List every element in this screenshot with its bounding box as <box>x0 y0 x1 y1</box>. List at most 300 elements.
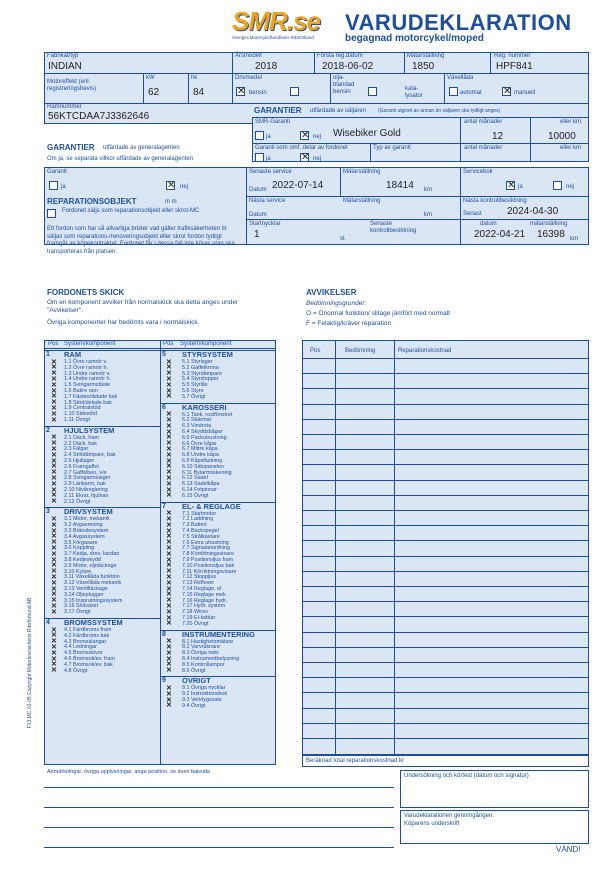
checklist-item: 5.5 Styrlås <box>182 382 208 389</box>
copyright-vertical: F13 MC 01-05 Copyright Motorbranschens Riksförbund AB <box>27 597 33 729</box>
ok-mark[interactable]: ✕ <box>166 469 172 477</box>
ok-mark[interactable]: ✕ <box>51 521 57 529</box>
checklist-item: 9.3 Verktygssats <box>182 697 222 703</box>
deviation-row-line <box>302 662 589 663</box>
ok-mark[interactable]: ✕ <box>166 620 172 628</box>
ok-mark[interactable]: ✕ <box>166 585 172 593</box>
smr-nej-label: nej <box>313 134 322 140</box>
servicebook-ja-label: ja <box>518 184 523 190</box>
ok-mark[interactable]: ✕ <box>51 579 57 587</box>
ok-mark[interactable]: ✕ <box>51 445 57 453</box>
ok-mark[interactable]: ✕ <box>166 527 172 535</box>
other-nej-checkbox[interactable]: ✕ <box>301 152 310 163</box>
section-title: EL- & REGLAGE <box>182 501 241 511</box>
km-label-2: eller km <box>560 145 582 151</box>
checklist-item: 8.1 Hastighetsmätare <box>182 638 234 645</box>
section-number: 5 <box>162 351 166 358</box>
ok-mark[interactable]: ✕ <box>51 364 57 372</box>
checklist-item: 9.4 Övrigt <box>182 702 206 709</box>
section-title: KAROSSERI <box>182 402 227 412</box>
gearbox-label: Växellåda <box>447 75 474 81</box>
section-title: INSTRUMENTERING <box>182 629 255 639</box>
starter-unit: st <box>340 236 345 242</box>
checklist-item: 7.3 Batteri <box>182 522 207 529</box>
ok-mark[interactable]: ✕ <box>51 393 57 401</box>
kw-label: kW <box>146 75 155 81</box>
checklist-item: 6.10 Sidopanelen <box>182 463 224 470</box>
ok-mark[interactable]: ✕ <box>51 533 57 541</box>
reg-no-value: HPF841 <box>496 61 533 72</box>
deviation-row-line <box>302 404 589 405</box>
first-reg-label: Första reg.datum <box>317 53 363 59</box>
warranty-type-label: Typ av garanti <box>373 145 411 151</box>
ok-mark[interactable]: ✕ <box>51 387 57 395</box>
checklist-item: 7.5 Strålkastare <box>182 533 220 540</box>
checklist-item: 5.2 Gaffelkrona <box>182 364 219 371</box>
ok-mark[interactable]: ✕ <box>166 422 172 430</box>
months-label: antal månader <box>464 119 503 125</box>
pos-header-mid: Pos <box>163 341 174 347</box>
checklist-item: 3.4 Avgassystem <box>64 533 105 540</box>
ok-mark[interactable]: ✕ <box>166 655 172 663</box>
checklist-item: 1.5 Svingarmsfäste <box>64 382 111 389</box>
section-number: 9 <box>162 677 166 685</box>
smr-ja-label: ja <box>266 134 271 140</box>
ok-mark[interactable]: ✕ <box>166 556 172 564</box>
ok-mark[interactable]: ✕ <box>51 498 57 506</box>
ok-mark[interactable]: ✕ <box>51 451 57 459</box>
checklist-item: 4.1 Färdbroms fram <box>64 627 112 633</box>
servicebook-nej-label: nej <box>566 184 575 190</box>
checklist-item: 3.5 Förgasare <box>64 539 98 546</box>
ok-mark[interactable]: ✕ <box>51 568 57 576</box>
ok-mark[interactable]: ✕ <box>166 579 172 587</box>
smr-warranty-name: Wisebiker Gold <box>333 128 401 139</box>
ok-mark[interactable]: ✕ <box>51 370 57 378</box>
checklist-item: 1.6 Bakre ram <box>64 388 98 394</box>
checklist-item: 6.3 Vindruta <box>182 423 211 430</box>
ok-mark[interactable]: ✕ <box>166 562 172 570</box>
next-mileage-label: Mätarställning <box>343 198 381 204</box>
smr-nej-checkbox[interactable]: ✕ <box>301 130 310 141</box>
ok-mark[interactable]: ✕ <box>166 661 172 669</box>
checklist-item: 3.9 Motor, oljeläckage <box>64 562 117 569</box>
fuel-petrol-checkbox[interactable]: ✕ <box>237 86 246 97</box>
ok-mark[interactable]: ✕ <box>51 573 57 581</box>
ok-mark[interactable]: ✕ <box>51 457 57 465</box>
section-title: DRIVSYSTEM <box>64 507 113 517</box>
condition-text-1: Om en komponent avviker från normalskick ska detta anges under "Avvikelser". <box>47 299 239 314</box>
checklist-item: 1.1 Övre ramrör v. <box>64 359 108 365</box>
checklist-item: 1.10 Sidostöd <box>64 411 97 418</box>
fuel-oil-checkbox-2[interactable] <box>368 87 377 96</box>
ok-mark[interactable]: ✕ <box>51 632 57 640</box>
ok-mark[interactable]: ✕ <box>166 643 172 651</box>
ok-mark[interactable]: ✕ <box>51 492 57 500</box>
checklist-item: 4.3 Bromsslangar <box>64 638 107 645</box>
system-header-left: System/komponent <box>64 341 116 347</box>
manufacturer-warranty-title: GARANTIER <box>47 143 95 152</box>
hk-value: 84 <box>193 87 205 98</box>
checklist-item: 1.9 Centralstöd <box>64 405 101 412</box>
checklist-item: 7.9 Positionsljus fram <box>182 557 234 563</box>
checklist-item: 2.11 Ekrar, hjulnav <box>64 492 109 499</box>
ok-mark[interactable]: ✕ <box>166 591 172 599</box>
checklist-item: 7.6 Extra utrustning <box>182 539 229 546</box>
section-title: RAM <box>64 350 82 359</box>
ok-mark[interactable]: ✕ <box>166 434 172 442</box>
ok-mark[interactable]: ✕ <box>166 702 172 710</box>
ok-mark[interactable]: ✕ <box>51 626 57 634</box>
ok-mark[interactable]: ✕ <box>166 451 172 459</box>
section-number: 8 <box>162 630 166 638</box>
checklist-item: 3.6 Koppling <box>64 545 94 552</box>
ok-mark[interactable]: ✕ <box>166 608 172 616</box>
deviation-row-line <box>302 480 589 481</box>
ok-mark[interactable]: ✕ <box>166 411 172 419</box>
checklist-item: 6.13 Sadelkåpa <box>182 481 220 488</box>
months-label-2: antal månader <box>464 145 503 151</box>
ok-mark[interactable]: ✕ <box>51 474 57 482</box>
smr-warranty-label: SMR-Garanti <box>255 119 291 125</box>
ok-mark[interactable]: ✕ <box>166 393 172 401</box>
checklist-item: 7.14 Reglage, el <box>182 586 222 592</box>
latest-check-datum-label: datum <box>480 221 497 227</box>
ok-mark[interactable]: ✕ <box>166 667 172 675</box>
buyer-label: Köparens underskrift <box>404 821 460 827</box>
ok-mark[interactable]: ✕ <box>166 649 172 657</box>
ok-mark[interactable]: ✕ <box>166 364 172 372</box>
deviation-row-line <box>302 708 589 709</box>
latest-check-date: 2022-04-21 <box>474 229 526 240</box>
ok-mark[interactable]: ✕ <box>166 440 172 448</box>
ok-mark[interactable]: ✕ <box>51 463 57 471</box>
read-label: Varudeklarationen genomgången. <box>404 813 494 819</box>
ok-mark[interactable]: ✕ <box>51 381 57 389</box>
checklist-item: 1.8 Stöd/delade bak <box>64 399 112 406</box>
ok-mark[interactable]: ✕ <box>166 370 172 378</box>
garanti-nej-checkbox[interactable]: ✕ <box>167 180 176 191</box>
checklist-item: 8.2 Varvräknare <box>182 644 220 651</box>
ok-mark[interactable]: ✕ <box>166 463 172 471</box>
deviation-row-line <box>302 647 589 648</box>
ok-mark[interactable]: ✕ <box>166 550 172 558</box>
senast-label: Senast <box>463 211 482 217</box>
next-km-unit: km <box>424 212 432 218</box>
other-ja-checkbox[interactable] <box>255 153 264 162</box>
ok-mark[interactable]: ✕ <box>166 486 172 494</box>
fuel-oil-label: olja-blandad bensin <box>333 75 355 95</box>
checklist-item: 3.3 Bränslesystem <box>64 528 109 534</box>
checklist-item: 6.6 Övre kåpa <box>182 440 216 447</box>
deviation-row-line <box>302 586 589 587</box>
ok-mark[interactable]: ✕ <box>51 480 57 488</box>
servicebook-ja-checkbox[interactable]: ✕ <box>507 180 516 191</box>
deviation-row-line <box>302 464 589 465</box>
starter-label: Startnycklar <box>249 221 281 227</box>
checklist-item: 7.2 Laddning <box>182 516 214 523</box>
ok-mark[interactable]: ✕ <box>166 457 172 465</box>
ok-mark[interactable]: ✕ <box>166 428 172 436</box>
servicebook-nej-checkbox[interactable] <box>553 181 562 190</box>
ok-mark[interactable]: ✕ <box>166 510 172 518</box>
garanti-ja-checkbox[interactable] <box>49 181 58 190</box>
logo <box>232 6 342 44</box>
ok-mark[interactable]: ✕ <box>166 474 172 482</box>
reg-no-label: Reg. nummer <box>494 53 531 59</box>
km-label: eller km <box>560 119 582 125</box>
ok-mark[interactable]: ✕ <box>51 649 57 657</box>
garanti-label: Garanti <box>47 169 67 175</box>
ok-mark[interactable]: ✕ <box>166 492 172 500</box>
fuel-oil-checkbox[interactable] <box>290 87 299 96</box>
make-label: Fabrikat/typ <box>47 53 79 59</box>
ok-mark[interactable]: ✕ <box>166 521 172 529</box>
checklist-item: 2.12 Övrigt <box>64 498 91 505</box>
checklist-item: 6.15 Övrigt <box>182 492 209 499</box>
checklist-item: 7.7 Signalanordning <box>182 545 230 552</box>
dev-col-rep: Reparationskostnad <box>398 348 452 354</box>
ok-mark[interactable]: ✕ <box>51 486 57 494</box>
ok-mark[interactable]: ✕ <box>166 416 172 424</box>
checklist-item: 7.19 El-kablar <box>182 615 216 621</box>
checklist-item: 9.1 Övriga nycklar <box>182 685 226 692</box>
next-check-label: Nästa kontrollbesiktning <box>463 198 527 204</box>
logo-subtext: Sveriges Motorcykelhandlares Riksförbund <box>232 35 314 40</box>
garanti-ja-label: ja <box>61 184 66 190</box>
checklist-item: 8.5 Kontrollampor <box>182 661 225 668</box>
checklist-item: 6.5 Packutrustning <box>182 434 227 441</box>
ok-mark[interactable]: ✕ <box>166 614 172 622</box>
service-date-label: Datum <box>249 187 267 193</box>
ok-mark[interactable]: ✕ <box>51 404 57 412</box>
garanti-nej-label: nej <box>180 184 189 190</box>
ok-mark[interactable]: ✕ <box>51 562 57 570</box>
ok-mark[interactable]: ✕ <box>51 667 57 675</box>
deviation-row-line <box>302 510 589 511</box>
latest-service-date: 2022-07-14 <box>272 180 324 191</box>
ok-mark[interactable]: ✕ <box>166 696 172 704</box>
section-title: ÖVRIGT <box>182 676 211 686</box>
remarks-label: Anmärkningar, övriga upplysningar, ange position, se även baksida <box>47 769 210 775</box>
ok-mark[interactable]: ✕ <box>166 375 172 383</box>
section-number: 1 <box>46 351 50 358</box>
ok-mark[interactable]: ✕ <box>166 539 172 547</box>
starter-value: 1 <box>254 229 260 240</box>
deviation-row-line <box>302 632 589 633</box>
deviation-row-line <box>302 525 589 526</box>
ok-mark[interactable]: ✕ <box>166 690 172 698</box>
repair-object-checkbox[interactable] <box>47 209 56 218</box>
ok-mark[interactable]: ✕ <box>51 410 57 418</box>
ok-mark[interactable]: ✕ <box>166 568 172 576</box>
ok-mark[interactable]: ✕ <box>51 638 57 646</box>
fuel-cat-label: kata-lysator <box>405 86 423 99</box>
checklist-item: 4.6 Bromsok/ev. fram <box>64 656 115 662</box>
ok-mark[interactable]: ✕ <box>166 573 172 581</box>
manufacturer-warranty-note: utfärdade av generalagenten <box>103 145 180 151</box>
ok-mark[interactable]: ✕ <box>51 399 57 407</box>
checklist-item: 2.9 Länkarm, bak <box>64 481 106 488</box>
checklist-item: 3.2 Avgasrening <box>64 522 103 529</box>
checklist-item: 5.3 Styrdämpare <box>182 370 222 377</box>
ok-mark[interactable]: ✕ <box>166 533 172 541</box>
ok-mark[interactable]: ✕ <box>166 358 172 366</box>
ok-mark[interactable]: ✕ <box>166 381 172 389</box>
inspection-label: Undersökning och körtest (datum och signatur) <box>404 773 529 779</box>
next-date-label: Datum <box>249 212 267 218</box>
fuel-petrol-label: bensin <box>249 90 267 96</box>
ok-mark[interactable]: ✕ <box>51 597 57 605</box>
ok-mark[interactable]: ✕ <box>166 515 172 523</box>
checklist-item: 3.8 Kedjeskydd <box>64 557 101 563</box>
checklist-item: 1.11 Övrigt <box>64 417 90 423</box>
deviation-row-line <box>302 571 589 572</box>
ok-mark[interactable]: ✕ <box>166 638 172 646</box>
form-subtitle: begagnad motorcykel/moped <box>345 33 484 44</box>
checklist-item: 2.5 Hjullager <box>64 458 95 464</box>
ok-mark[interactable]: ✕ <box>51 440 57 448</box>
checklist-item: 7.20 Övrigt <box>182 620 209 627</box>
checklist-item: 6.1 Tank, rostfönstret <box>182 411 233 418</box>
checklist-item: 2.4 Stötdämpare, bak <box>64 452 116 459</box>
deviation-row-line <box>302 616 589 617</box>
deviation-row-line <box>302 677 589 678</box>
total-cost-label: Beräknad total reparationskostnad kr <box>306 758 405 764</box>
checklist-item: 2.3 Fälgar <box>64 446 89 453</box>
checklist-item: 6.14 Fotpinnar <box>182 487 217 493</box>
checklist-item: 3.13 Ventilläckage <box>64 586 108 592</box>
ok-mark[interactable]: ✕ <box>51 416 57 424</box>
checklist-item: 4.8 Övrigt <box>64 667 88 674</box>
ok-mark[interactable]: ✕ <box>51 585 57 593</box>
section-title: HJULSYSTEM <box>64 425 115 435</box>
ok-mark[interactable]: ✕ <box>51 469 57 477</box>
ok-mark[interactable]: ✕ <box>51 661 57 669</box>
other-nej-label: nej <box>313 156 322 162</box>
checklist-item: 4.5 Bromsskivor <box>64 650 103 657</box>
gear-manual-label: manuell <box>514 90 536 96</box>
gear-manual-checkbox[interactable]: ✕ <box>503 86 512 97</box>
checklist-item: 5.6 Styre <box>182 388 204 394</box>
ok-mark[interactable]: ✕ <box>51 643 57 651</box>
ok-mark[interactable]: ✕ <box>166 480 172 488</box>
section-number: 2 <box>46 426 50 434</box>
repair-body: Ett fordon som har så allvarliga brister vad gäller trafiksäkerheten tir säljas som reparations-/renoveringsobjekt eller skrot fordon tydligt framgår av köpekontraktet. Fordonet får i dessa fall inte köras utan ska transporteras från platsen. <box>47 226 235 255</box>
ok-mark[interactable]: ✕ <box>51 550 57 558</box>
ok-mark[interactable]: ✕ <box>51 539 57 547</box>
checklist-item: 6.7 Mittre kåpa <box>182 446 218 453</box>
model-year-label: Årsmodell <box>235 53 262 59</box>
ok-mark[interactable]: ✕ <box>51 655 57 663</box>
checklist-item: 3.1 Motor, mekanik <box>64 516 110 523</box>
latest-check-km: 16398 <box>537 229 565 240</box>
form-title: VARUDEKLARATION <box>345 10 572 35</box>
checklist-item: 7.16 Reglage hydr. <box>182 597 228 604</box>
checklist-item: 6.11 Bylarmsskening <box>182 469 232 476</box>
turn-over-label: VÄND! <box>556 845 581 854</box>
checklist-item: 3.15 Insprutningssystem <box>64 597 123 604</box>
checklist-item: 6.2 Skärmar <box>182 417 212 424</box>
ok-mark[interactable]: ✕ <box>166 602 172 610</box>
checklist-item: 4.7 Bromsok/ev. bak <box>64 661 113 668</box>
checklist-item: 7.10 Positionsljus bak <box>182 562 235 569</box>
deviation-row-line <box>302 738 589 739</box>
latest-service-label: Senaste service <box>249 169 292 175</box>
months-value: 12 <box>492 131 504 142</box>
warranty-title-note: utfärdade av säljaren <box>310 108 367 114</box>
ok-mark[interactable]: ✕ <box>51 608 57 616</box>
ok-mark[interactable]: ✕ <box>166 387 172 395</box>
latest-service-mileage-label: Mätarställning <box>343 169 381 175</box>
deviations-o: O = Onormal funktion/ slitage jämfört med normalt <box>306 310 450 317</box>
ok-mark[interactable]: ✕ <box>51 515 57 523</box>
ok-mark[interactable]: ✕ <box>51 602 57 610</box>
ok-mark[interactable]: ✕ <box>51 375 57 383</box>
repair-checkbox-text: Fordonet säljs som reparationsobjekt eller skrot-MC <box>62 208 200 214</box>
deviation-row-line <box>302 419 589 420</box>
checklist-item: 2.8 Svingarmslager <box>64 475 111 482</box>
checklist-item: 3.11 Växellåda funktion <box>64 574 120 581</box>
ok-mark[interactable]: ✕ <box>51 358 57 366</box>
ok-mark[interactable]: ✕ <box>166 544 172 552</box>
warranty-extra-note: (Garanti utgivet av annan än säljaren ska tydligt anges) <box>378 108 501 114</box>
other-warranty-label: Garanti som omf. delar av fordonet <box>255 145 348 151</box>
deviation-row-line <box>302 556 589 557</box>
servicebook-label: Servicebok <box>463 169 493 175</box>
section-number: 6 <box>162 403 166 411</box>
checklist-item: 7.15 Reglage mek <box>182 591 226 598</box>
checklist-item: 2.2 Däck, bak <box>64 440 97 447</box>
condition-text-2: Övriga komponenter har bedömts vara i normalskick. <box>47 319 200 326</box>
checklist-item: 7.17 Hydr. system <box>182 603 226 610</box>
deviation-row-line <box>302 540 589 541</box>
deviation-row-line <box>302 358 589 359</box>
ok-mark[interactable]: ✕ <box>166 445 172 453</box>
deviation-row-line <box>302 449 589 450</box>
section-number: 4 <box>46 619 50 626</box>
system-header-mid: System/komponent <box>180 341 232 347</box>
repair-title-note: m m <box>165 199 177 205</box>
ok-mark[interactable]: ✕ <box>51 527 57 535</box>
smr-ja-checkbox[interactable] <box>255 131 264 140</box>
gear-auto-checkbox[interactable] <box>449 87 458 96</box>
mileage-value: 1850 <box>412 61 435 72</box>
kw-value: 62 <box>148 87 160 98</box>
checklist-item: 6.12 Sadel <box>182 475 208 482</box>
ok-mark[interactable]: ✕ <box>166 597 172 605</box>
ok-mark[interactable]: ✕ <box>51 544 57 552</box>
ok-mark[interactable]: ✕ <box>166 684 172 692</box>
ok-mark[interactable]: ✕ <box>51 591 57 599</box>
checklist-item: 9.2 Instruktionsbok <box>182 691 228 698</box>
checklist-item: 1.4 Undre ramrör h. <box>64 376 112 383</box>
checklist-item: 7.1 Startmotor <box>182 510 217 517</box>
section-title: STYRSYSTEM <box>182 350 233 359</box>
deviation-row-line <box>302 601 589 602</box>
checklist-item: 7.18 Wires <box>182 609 208 616</box>
checklist-item: 7.12 Stoppljus <box>182 574 217 581</box>
deviation-row-line <box>302 388 589 389</box>
checklist-item: 2.6 Framgaffel <box>64 463 99 470</box>
make-value: INDIAN <box>48 61 82 72</box>
checklist-item: 3.14 Oljeplugger <box>64 591 104 598</box>
ok-mark[interactable]: ✕ <box>51 434 57 442</box>
dev-col-bed: Bedömning <box>345 348 376 354</box>
checklist-item: 7.4 Backspegel <box>182 528 219 534</box>
ok-mark[interactable]: ✕ <box>51 556 57 564</box>
checklist-item: 2.7 Gaffelben, v/e <box>64 469 107 476</box>
